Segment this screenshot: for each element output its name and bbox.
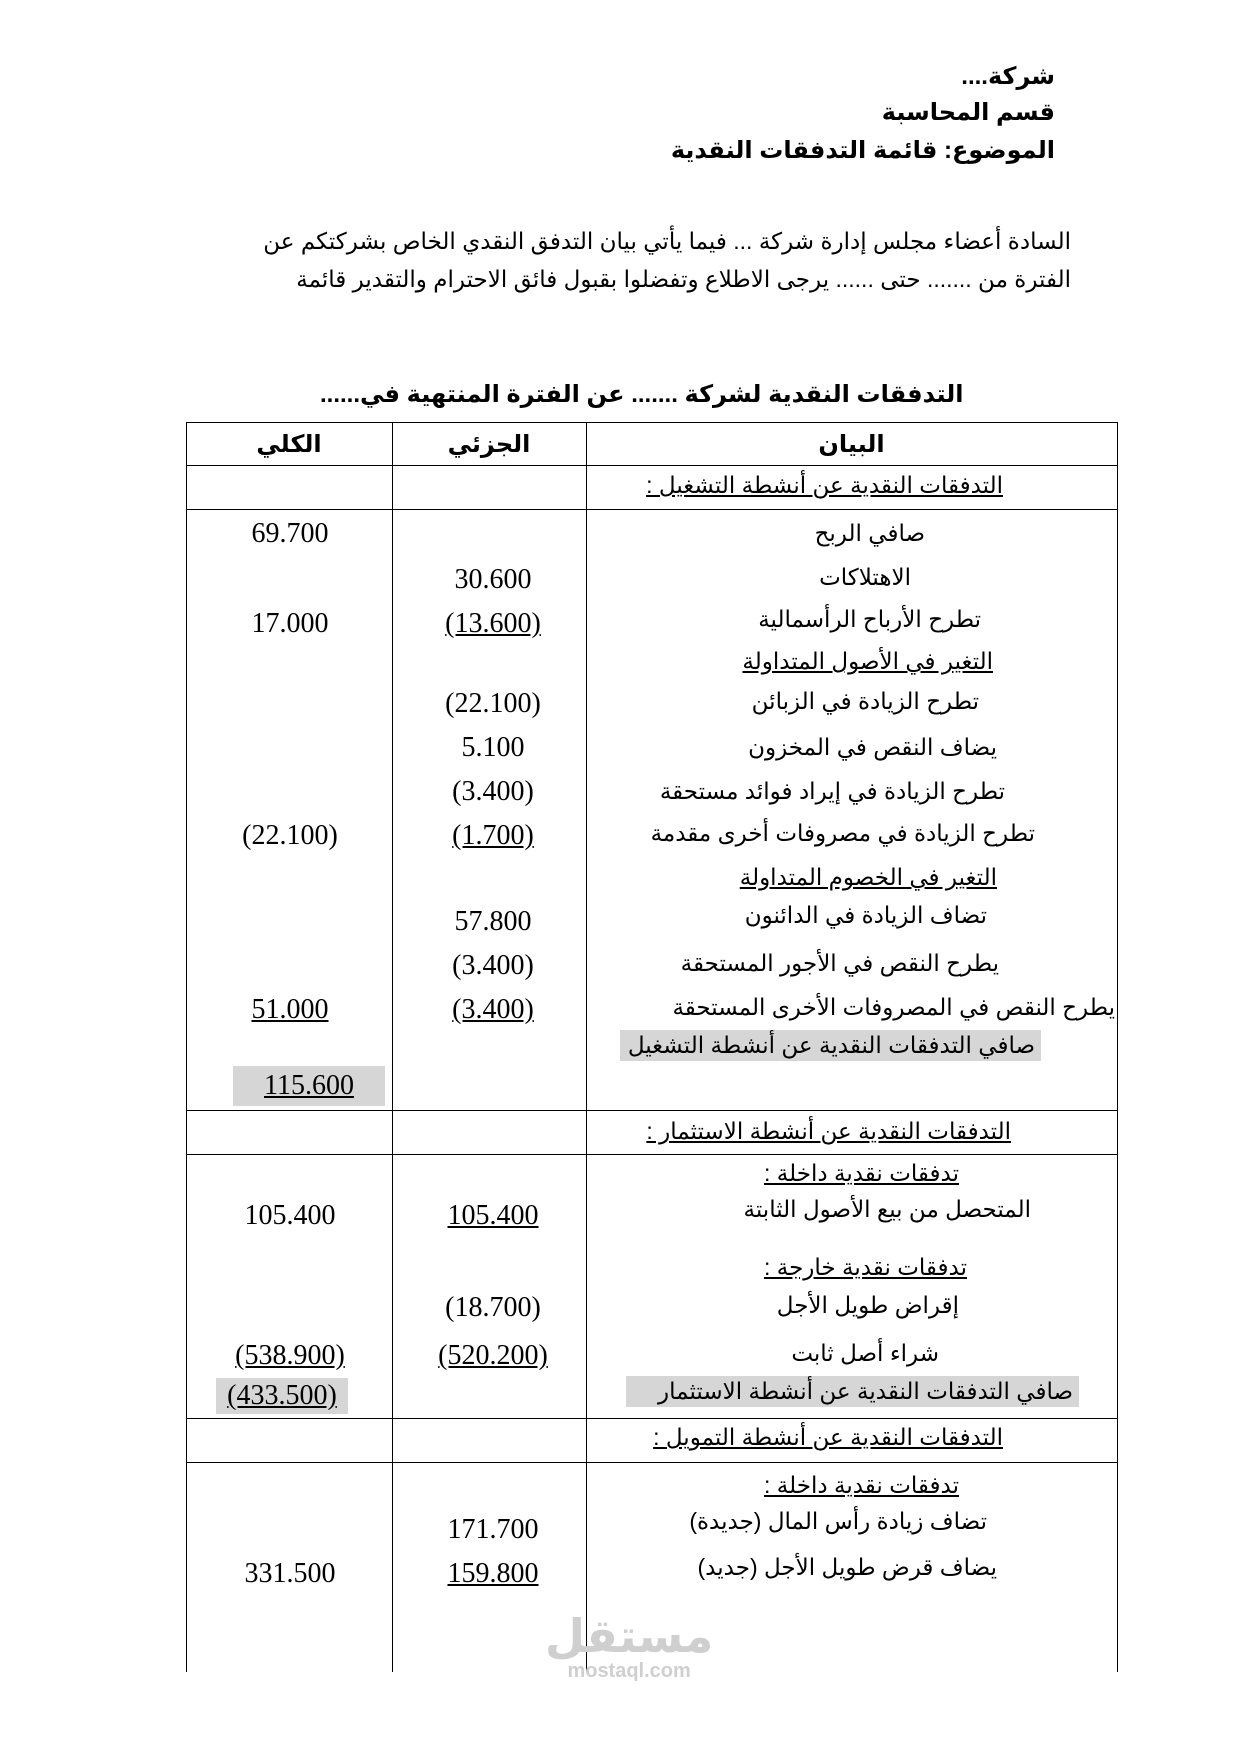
- row-description: صافي الربح: [814, 520, 925, 546]
- operating-net-total: 115.600: [264, 1070, 354, 1101]
- column-header-partial: الجزئي: [447, 431, 531, 458]
- column-header-description: البيان: [818, 431, 885, 458]
- row-partial: 30.600: [454, 564, 532, 595]
- section-title-operating: التدفقات النقدية عن أنشطة التشغيل :: [646, 472, 1003, 498]
- department-name: قسم المحاسبة: [881, 99, 1055, 126]
- table-border-left: [186, 422, 187, 1672]
- subject-line: الموضوع: قائمة التدفقات النقدية: [670, 137, 1055, 164]
- row-total: 105.400: [244, 1200, 336, 1231]
- row-total: (538.900): [235, 1340, 345, 1371]
- subsection-current-assets: التغير في الأصول المتداولة: [742, 648, 993, 674]
- table-row-divider: [186, 509, 1118, 510]
- row-partial: 57.800: [454, 906, 532, 937]
- table-col-divider-1: [392, 422, 393, 1672]
- row-partial: (3.400): [452, 950, 534, 981]
- row-partial: (18.700): [445, 1292, 541, 1323]
- table-row-divider: [186, 1462, 1118, 1463]
- row-description: تضاف الزيادة في الدائنون: [744, 902, 987, 928]
- row-description: يضاف النقص في المخزون: [748, 734, 997, 760]
- investing-net-total: (433.500): [227, 1380, 337, 1411]
- table-title: التدفقات النقدية لشركة ....... عن الفترة المنتهية في......: [320, 381, 964, 408]
- investing-inflow-label: تدفقات نقدية داخلة :: [764, 1160, 959, 1186]
- row-description: يطرح النقص في الأجور المستحقة: [680, 950, 999, 976]
- column-header-total: الكلي: [256, 431, 322, 458]
- table-border-right: [1117, 422, 1118, 1672]
- watermark-arabic: مستقل: [545, 1609, 714, 1663]
- row-description: يطرح النقص في المصروفات الأخرى المستحقة: [672, 994, 1115, 1020]
- row-partial: (3.400): [452, 994, 534, 1025]
- row-partial: 5.100: [461, 732, 525, 763]
- row-partial: (13.600): [445, 608, 541, 639]
- row-description: تطرح الأرباح الرأسمالية: [758, 606, 981, 632]
- watermark-latin: mostaql.com: [567, 1660, 691, 1682]
- row-description: تطرح الزيادة في مصروفات أخرى مقدمة: [650, 820, 1035, 846]
- row-partial: (3.400): [452, 776, 534, 807]
- subsection-current-liabilities: التغير في الخصوم المتداولة: [739, 864, 997, 890]
- row-partial: (22.100): [445, 688, 541, 719]
- row-total: (22.100): [242, 820, 338, 851]
- section-title-financing: التدفقات النقدية عن أنشطة التمويل :: [653, 1424, 1003, 1450]
- watermark-logo: [545, 1609, 714, 1682]
- row-partial: 105.400: [447, 1200, 539, 1231]
- intro-line-2: الفترة من ....... حتى ...... يرجى الاطلاع وتفضلوا بقبول فائق الاحترام والتقدير قائمة: [296, 266, 1071, 292]
- row-total: 17.000: [251, 608, 329, 639]
- row-description: الاهتلاكات: [819, 564, 911, 590]
- row-partial: (520.200): [438, 1340, 548, 1371]
- investing-net-label: صافي التدفقات النقدية عن أنشطة الاستثمار: [626, 1376, 1079, 1407]
- row-total: 69.700: [251, 518, 329, 549]
- section-title-investing: التدفقات النقدية عن أنشطة الاستثمار :: [646, 1118, 1011, 1144]
- row-total: 331.500: [244, 1558, 336, 1589]
- table-row-divider: [186, 1110, 1118, 1111]
- row-partial: (1.700): [452, 820, 534, 851]
- company-name: شركة....: [961, 63, 1055, 90]
- row-description: تطرح الزيادة في الزبائن: [751, 688, 979, 714]
- table-row-divider: [186, 465, 1118, 466]
- investing-outflow-label: تدفقات نقدية خارجة :: [763, 1254, 967, 1280]
- row-partial: 159.800: [447, 1558, 539, 1589]
- row-description: المتحصل من بيع الأصول الثابتة: [743, 1196, 1031, 1222]
- row-total: 51.000: [251, 994, 329, 1025]
- row-description: يضاف قرض طويل الأجل (جديد): [697, 1554, 997, 1580]
- row-description: شراء أصل ثابت: [791, 1340, 939, 1366]
- table-border-top: [186, 422, 1118, 423]
- table-row-divider: [186, 1154, 1118, 1155]
- intro-line-1: السادة أعضاء مجلس إدارة شركة ... فيما يأتي بيان التدفق النقدي الخاص بشركتكم عن: [263, 228, 1071, 254]
- operating-net-label: صافي التدفقات النقدية عن أنشطة التشغيل: [620, 1030, 1041, 1061]
- row-description: إقراض طويل الأجل: [776, 1292, 959, 1318]
- table-row-divider: [186, 1418, 1118, 1419]
- row-partial: 171.700: [447, 1514, 539, 1545]
- row-description: تضاف زيادة رأس المال (جديدة): [689, 1508, 987, 1534]
- row-description: تطرح الزيادة في إيراد فوائد مستحقة: [659, 778, 1005, 804]
- financing-inflow-label: تدفقات نقدية داخلة :: [764, 1472, 959, 1498]
